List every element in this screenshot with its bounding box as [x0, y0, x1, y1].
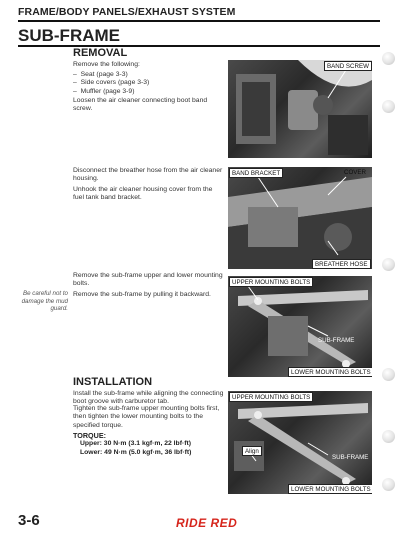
removal-step-3: Unhook the air cleaner housing cover from the fuel tank band bracket.	[73, 186, 213, 202]
section-title: SUB-FRAME	[18, 26, 120, 45]
photo-band-screw	[228, 60, 372, 158]
label-sub-frame: SUB-FRAME	[318, 336, 355, 344]
binder-hole	[382, 100, 395, 113]
torque-upper: Upper: 30 N·m (3.1 kgf·m, 22 lbf·ft)	[80, 440, 192, 447]
brand-logo: RIDE RED	[176, 516, 238, 530]
removal-heading: REMOVAL	[73, 47, 128, 59]
installation-heading: INSTALLATION	[73, 376, 153, 388]
removal-step-5: Remove the sub-frame by pulling it backward.	[73, 291, 211, 298]
label-sub-frame: SUB-FRAME	[332, 453, 369, 461]
removal-step-2: Disconnect the breather hose from the air cleaner housing.	[73, 167, 223, 183]
page-number: 3-6	[18, 512, 40, 529]
label-upper-mounting-bolts: UPPER MOUNTING BOLTS	[229, 392, 313, 402]
installation-step-1: Install the sub-frame while aligning the connecting boot groove with carburetor tab.	[73, 390, 224, 406]
photo-illustration	[228, 276, 372, 377]
photo-illustration	[228, 60, 372, 158]
binder-hole	[382, 478, 395, 491]
list-item: – Side covers (page 3-3)	[73, 79, 150, 87]
photo-illustration	[228, 391, 372, 494]
binder-hole	[382, 368, 395, 381]
photo-sub-frame-removal	[228, 276, 372, 377]
removal-step-1: Loosen the air cleaner connecting boot band screw.	[73, 97, 208, 113]
torque-lower: Lower: 49 N·m (5.0 kgf·m, 36 lbf·ft)	[80, 449, 192, 456]
binder-hole	[382, 52, 395, 65]
label-upper-mounting-bolts: UPPER MOUNTING BOLTS	[229, 277, 313, 287]
torque-label: TORQUE:	[73, 431, 107, 440]
binder-hole	[382, 430, 395, 443]
header-rule	[18, 20, 380, 22]
label-lower-mounting-bolts: LOWER MOUNTING BOLTS	[288, 367, 372, 377]
removal-list	[73, 71, 223, 96]
binder-hole	[382, 258, 395, 271]
label-cover: COVER	[344, 168, 367, 176]
label-band-bracket: BAND BRACKET	[229, 168, 283, 178]
photo-sub-frame-installation	[228, 391, 372, 494]
list-item: – Seat (page 3-3)	[73, 71, 128, 78]
installation-step-2: Tighten the sub-frame upper mounting bolts first, then tighten the lower mounting bolts to the specified torque.	[73, 405, 220, 429]
photo-breather-hose	[228, 167, 372, 269]
label-breather-hose: BREATHER HOSE	[312, 259, 371, 269]
caution-note: Be careful not to damage the mud guard.	[21, 290, 68, 312]
label-align: Align	[242, 446, 262, 456]
label-band-screw: BAND SCREW	[324, 61, 372, 71]
removal-intro: Remove the following:	[73, 61, 140, 68]
label-lower-mounting-bolts: LOWER MOUNTING BOLTS	[288, 484, 372, 494]
chapter-title: FRAME/BODY PANELS/EXHAUST SYSTEM	[18, 6, 236, 18]
photo-illustration	[228, 167, 372, 269]
list-item: – Muffler (page 3-9)	[73, 87, 135, 95]
removal-step-4: Remove the sub-frame upper and lower mounting bolts.	[73, 272, 223, 288]
